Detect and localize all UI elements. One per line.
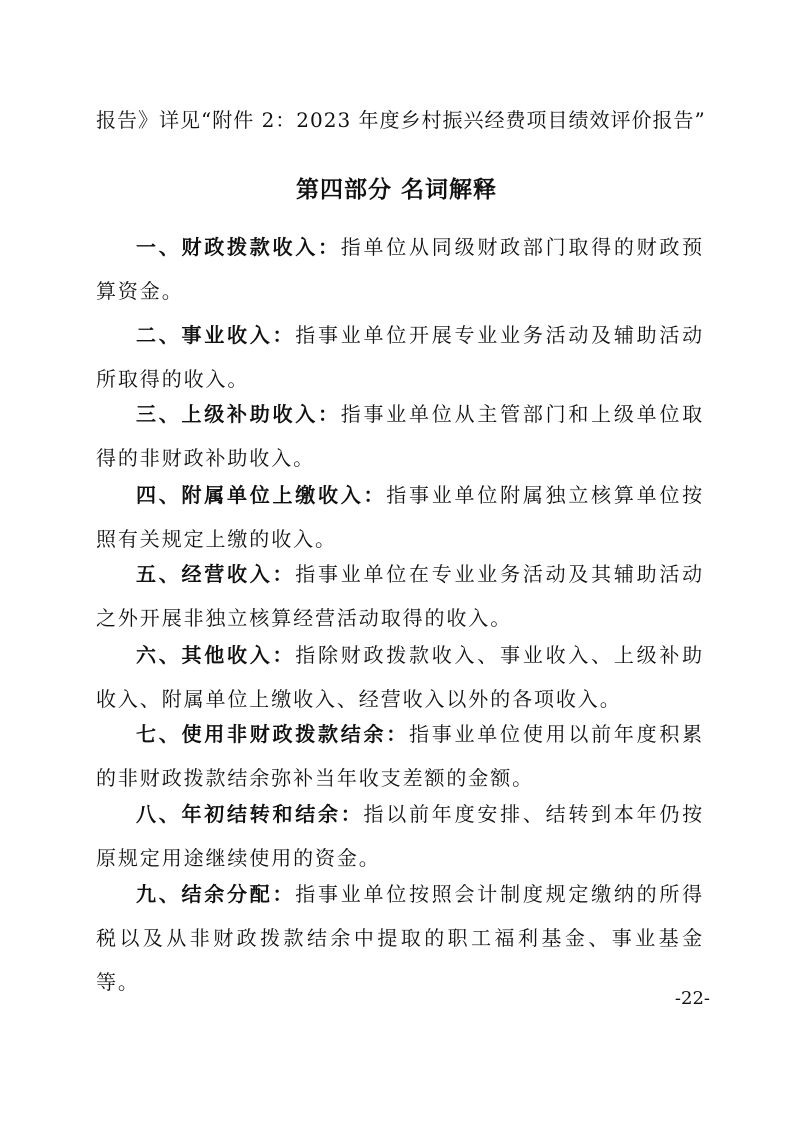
term-definition <box>96 473 704 561</box>
term-definition <box>96 712 704 800</box>
term-definition <box>96 633 704 721</box>
term-definition <box>96 392 704 480</box>
term-text: 指以前年度安排、结转到本年仍按原规定用途继续使用的资金。 <box>96 802 705 870</box>
term-definition <box>96 872 704 1004</box>
term-text: 指事业单位开展专业业务活动及辅助活动所取得的收入。 <box>96 323 704 391</box>
term-label: 四、附属单位上缴收入： <box>136 483 387 507</box>
term-text: 指单位从同级财政部门取得的财政预算资金。 <box>96 235 704 303</box>
section-title: 第四部分 名词解释 <box>295 176 497 203</box>
term-label: 三、上级补助收入： <box>136 402 341 426</box>
term-text: 指事业单位使用以前年度积累的非财政拨款结余弥补当年收支差额的金额。 <box>96 722 704 790</box>
term-definition <box>96 313 704 401</box>
term-label: 五、经营收入： <box>136 562 296 586</box>
page-number: -22- <box>674 988 710 1009</box>
term-text: 指事业单位附属独立核算单位按照有关规定上缴的收入。 <box>96 483 704 551</box>
term-label: 一、财政拨款收入： <box>136 235 341 259</box>
term-text: 指除财政拨款收入、事业收入、上级补助收入、附属单位上缴收入、经营收入以外的各项收入。 <box>96 643 704 711</box>
term-text: 指事业单位按照会计制度规定缴纳的所得税以及从非财政拨款结余中提取的职工福利基金、事业基金等。 <box>96 882 704 994</box>
term-text: 指事业单位在专业业务活动及其辅助活动之外开展非独立核算经营活动取得的收入。 <box>96 562 704 630</box>
intro-line: 报告》详见“附件 2：2023 年度乡村振兴经费项目绩效评价报告” <box>96 108 706 132</box>
term-label: 八、年初结转和结余： <box>136 802 364 826</box>
term-label: 六、其他收入： <box>136 643 296 667</box>
term-label: 七、使用非财政拨款结余： <box>136 722 410 746</box>
term-label: 九、结余分配： <box>136 882 296 906</box>
term-definition <box>96 792 704 880</box>
term-label: 二、事业收入： <box>136 323 296 347</box>
term-text: 指事业单位从主管部门和上级单位取得的非财政补助收入。 <box>96 402 704 470</box>
term-definition <box>96 552 704 640</box>
term-definition <box>96 225 704 313</box>
